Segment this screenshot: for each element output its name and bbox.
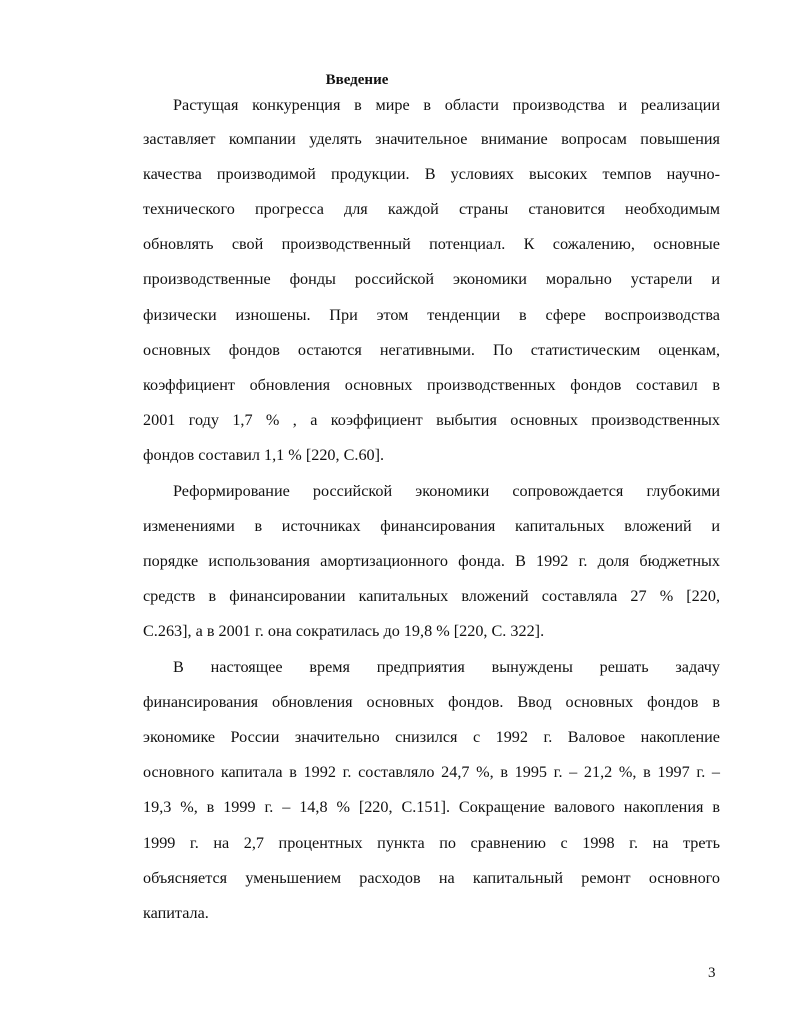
paragraph-2-line-5: С.263], а в 2001 г. она сократилась до 19,8 % [220, С. 322]. — [143, 622, 545, 640]
paragraph-1-line-2: заставляет компании уделять значительное внимание вопросам повышения — [143, 130, 720, 148]
paragraph-3-line-3: экономике России значительно снизился с 1992 г. Валовое накопление — [143, 728, 720, 746]
paragraph-1-line-9: коэффициент обновления основных производственных фондов составил в — [143, 376, 720, 394]
paragraph-1-line-4: технического прогресса для каждой страны становится необходимым — [143, 200, 720, 218]
paragraph-2-line-2: изменениями в источниках финансирования капитальных вложений и — [143, 517, 720, 535]
paragraph-1-line-10: 2001 году 1,7 % , а коэффициент выбытия основных производственных — [143, 411, 720, 429]
paragraph-3-line-1: В настоящее время предприятия вынуждены решать задачу — [173, 658, 720, 676]
paragraph-2-line-3: порядке использования амортизационного фонда. В 1992 г. доля бюджетных — [143, 552, 720, 570]
paragraph-1-line-6: производственные фонды российской экономики морально устарели и — [143, 270, 720, 288]
paragraph-1-line-7: физически изношены. При этом тенденции в сфере воспроизводства — [143, 306, 720, 324]
paragraph-3-line-8: капитала. — [143, 904, 209, 922]
paragraph-3-line-7: объясняется уменьшением расходов на капитальный ремонт основного — [143, 869, 720, 887]
paragraph-1-line-8: основных фондов остаются негативными. По статистическим оценкам, — [143, 341, 720, 359]
paragraph-1-line-5: обновлять свой производственный потенциал. К сожалению, основные — [143, 235, 720, 253]
paragraph-2-line-1: Реформирование российской экономики сопровождается глубокими — [173, 482, 720, 500]
page-number: 3 — [708, 965, 716, 981]
page-title: Введение — [325, 72, 389, 88]
paragraph-2-line-4: средств в финансировании капитальных вложений составляла 27 % [220, — [143, 587, 720, 605]
paragraph-1-line-1: Растущая конкуренция в мире в области производства и реализации — [173, 96, 720, 114]
paragraph-3-line-6: 1999 г. на 2,7 процентных пункта по сравнению с 1998 г. на треть — [143, 834, 720, 852]
paragraph-3-line-4: основного капитала в 1992 г. составляло 24,7 %, в 1995 г. – 21,2 %, в 1997 г. – — [143, 763, 720, 781]
paragraph-1-line-11: фондов составил 1,1 % [220, С.60]. — [143, 446, 385, 464]
paragraph-3-line-2: финансирования обновления основных фондов. Ввод основных фондов в — [143, 693, 720, 711]
paragraph-3-line-5: 19,3 %, в 1999 г. – 14,8 % [220, С.151]. Сокращение валового накопления в — [143, 798, 720, 816]
paragraph-1-line-3: качества производимой продукции. В условиях высоких темпов научно- — [143, 165, 720, 183]
